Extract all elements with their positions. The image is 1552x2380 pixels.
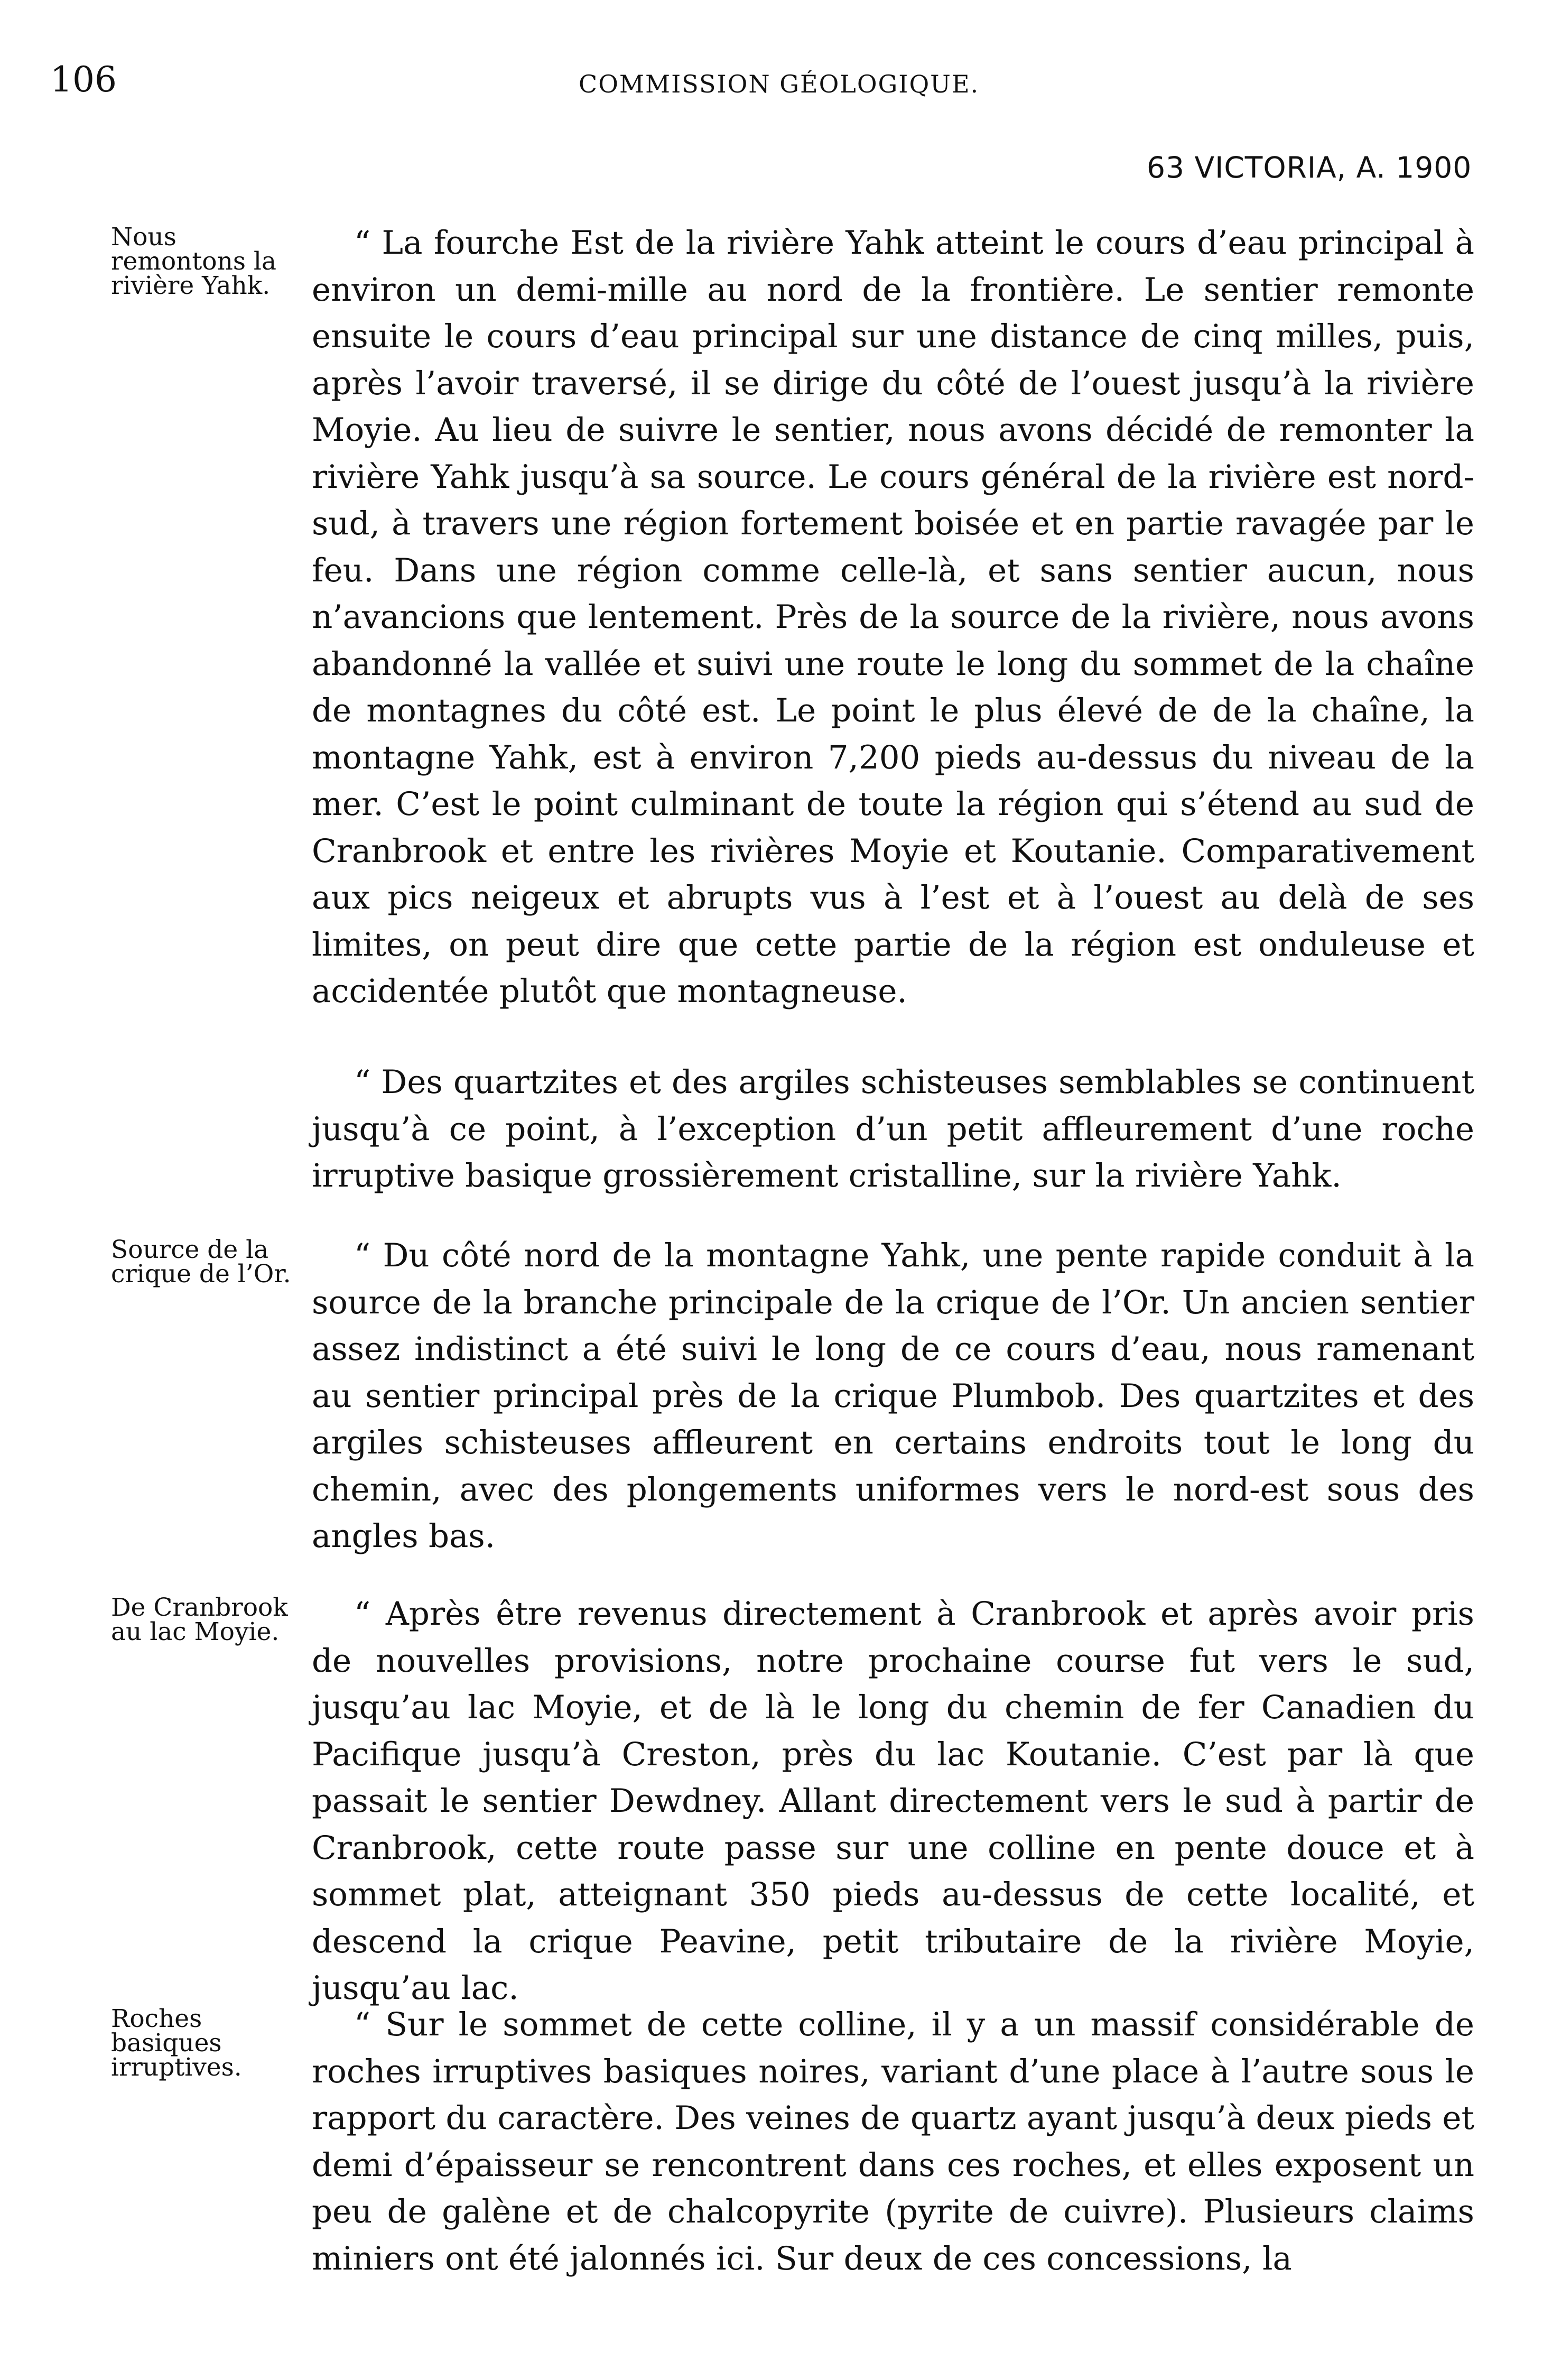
margin-note-roches: Roches basiques irruptives. [111, 2004, 242, 2082]
running-head: COMMISSION GÉOLOGIQUE. [579, 70, 980, 98]
paragraph-crique-or: “ Du côté nord de la montagne Yahk, une pente rapide conduit à la source de la branche principale de la crique de l’Or. Un ancien sentier assez indistinct a été suivi le long de ce cours d’eau, nous ramenant au sentier principal près de la crique Plumbob. Des quartzites et des argiles schisteuses affleurent en certains endroits tout le long du chemin, avec des plongements uniformes vers le nord-est sous des angles bas. [312, 1237, 1474, 1555]
paragraph-quartzites: “ Des quartzites et des argiles schisteuses semblables se continuent jusqu’à ce point, à l’exception d’un petit affleurement d’une roche irruptive basique grossièrement cristalline, sur la rivière Yahk. [312, 1063, 1474, 1194]
page-number: 106 [50, 59, 117, 100]
paragraph-cranbrook: “ Après être revenus directement à Cranbrook et après avoir pris de nouvelles provisions, notre prochaine course fut vers le sud, jusqu’au lac Moyie, et de là le long du chemin de fer Canadien du Pacifique jusqu’à Creston, près du lac Koutanie. C’est par là que passait le sentier Dewdney. Allant directement vers le sud à partir de Cranbrook, cette route passe sur une colline en pente douce et à sommet plat, atteignant 350 pieds au-dessus de cette localité, et descend la crique Peavine, petit tributaire de la rivière Moyie, jusqu’au lac. [312, 1595, 1474, 2007]
margin-note-cranbrook: De Cranbrook au lac Moyie. [111, 1593, 288, 1646]
paragraph-roches: “ Sur le sommet de cette colline, il y a un massif considérable de roches irruptives basiques noires, variant d’une place à l’autre sous le rapport du caractère. Des veines de quartz ayant jusqu’à deux pieds et demi d’épaisseur se rencontrent dans ces roches, et elles exposent un peu de galène et de chalcopyrite (pyrite de cuivre). Plusieurs claims miniers ont été jalonnés ici. Sur deux de ces concessions, la [312, 2006, 1474, 2277]
margin-note-yahk: Nous remontons la rivière Yahk. [111, 223, 276, 300]
paragraph-yahk-river: “ La fourche Est de la rivière Yahk atteint le cours d’eau principal à environ un demi-mille au nord de la frontière. Le sentier remonte ensuite le cours d’eau principal sur une distance de cinq milles, puis, après l’avoir traversé, il se dirige du côté de l’ouest jusqu’à la rivière Moyie. Au lieu de suivre le sentier, nous avons décidé de remonter la rivière Yahk jusqu’à sa source. Le cours général de la rivière est nord-sud, à travers une région fortement boisée et en partie ravagée par le feu. Dans une région comme celle-là, et sans sentier aucun, nous n’avancions que lentement. Près de la source de la rivière, nous avons abandonné la vallée et suivi une route le long du sommet de la chaîne de montagnes du côté est. Le point le plus élevé de de la chaîne, la montagne Yahk, est à environ 7,200 pieds au-dessus du niveau de la mer. C’est le point culminant de toute la région qui s’étend au sud de Cranbrook et entre les rivières Moyie et Koutanie. Comparativement aux pics neigeux et abrupts vus à l’est et à l’ouest au delà de ses limites, on peut dire que cette partie de la région est onduleuse et accidentée plutôt que montagneuse. [312, 224, 1474, 1010]
margin-note-or: Source de la crique de l’Or. [111, 1235, 291, 1289]
session-reference: 63 VICTORIA, A. 1900 [1147, 151, 1472, 184]
